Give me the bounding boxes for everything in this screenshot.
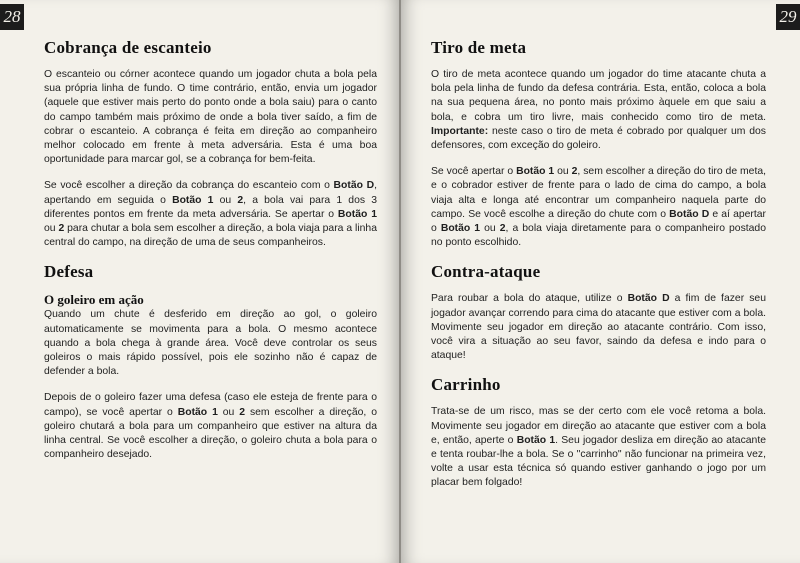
body-paragraph [44, 68, 377, 167]
section-heading: Defesa [44, 262, 94, 282]
text-run: neste caso o tiro de meta é cobrado por qualquer um dos defensores, com exceção do goleiro. [431, 125, 766, 152]
bold-term: 2 [499, 223, 506, 235]
text-run: Se você apertar o [431, 166, 517, 178]
right-page-content [431, 38, 766, 503]
text-run: Se você escolher a direção da cobrança do escanteio com o [44, 180, 334, 192]
section-heading: Tiro de meta [431, 38, 527, 57]
body-paragraph [44, 179, 377, 250]
text-run: Depois de o goleiro fazer uma defesa (caso ele esteja de frente para o campo), se você apertar o [44, 392, 377, 418]
text-run: ou [554, 166, 572, 178]
text-run: sem escolher a direção, o goleiro chutará a bola para um companheiro que estiver na altura da linha central. Se você escolher a direção, o goleiro chuta a bola para o companheiro desejado. [44, 406, 378, 461]
bold-term: 2 [237, 194, 244, 206]
left-page-content [44, 38, 377, 474]
section-subheading: O goleiro em ação [44, 292, 144, 308]
section-defesa [44, 262, 377, 462]
bold-term: Botão D [333, 180, 375, 192]
text-run: , sem escolher a direção do tiro de meta, e o cobrador estiver de frente para o lado de cima do campo, a bola viaja alta e longa até encontrar um companheiro naquela parte do campo. Se você escolhe a direção do chute com o [431, 166, 767, 220]
text-run: , a bola viaja diretamente para o companheiro postado no ponto escolhido. [431, 223, 766, 249]
body-paragraph [44, 391, 377, 462]
text-run: , apertando em seguida o [44, 180, 377, 206]
bold-term: Botão 1 [440, 223, 481, 235]
bold-term: Botão 1 [516, 434, 556, 446]
text-run: Quando um chute é desferido em direção ao gol, o goleiro automaticamente se movimenta para a bola. O mesmo acontece quando a bola chega à grande área. Você deve controlar os seus goleiros o mais rápido possível, pois ele sozinho não é capaz de defender a bola. [44, 309, 377, 378]
section-heading: Cobrança de escanteio [44, 38, 212, 57]
page-number: 29 [776, 4, 800, 30]
text-run: O escanteio ou córner acontece quando um jogador chuta a bola pela sua própria linha de fundo. O time contrário, então, envia um jogador (aquele que estiver mais perto do ponto onde a bola saiu) para o canto do campo também mais próximo de onde a bola tiver saído, a fim de cobrar o escanteio. A cobrança é feita em direção ao companheiro melhor colocado em frente à meta adversária. Esta é uma boa oportunidade para marcar gol, se a cobrança for bem-feita. [44, 69, 377, 166]
body-paragraph [431, 165, 766, 250]
text-run: ou [44, 223, 59, 235]
bold-term: Botão 1 [516, 166, 555, 178]
text-run: para chutar a bola sem escolher a direção, a bola viaja para a linha central do campo, na direção de uma de seus companheiros. [44, 223, 377, 249]
body-paragraph [44, 308, 377, 379]
body-paragraph [431, 68, 766, 153]
section-tiro-de-meta [431, 38, 766, 250]
section-carrinho [431, 375, 766, 490]
section-heading: Carrinho [431, 375, 501, 395]
text-run: , a bola vai para 1 dos 3 diferentes pontos em frente da meta adversária. Se apertar o [44, 194, 377, 220]
bold-term: Importante: [431, 125, 489, 137]
body-paragraph [431, 292, 766, 363]
right-page [401, 0, 800, 563]
page-number: 28 [0, 4, 24, 30]
bold-term: Botão 1 [177, 406, 218, 418]
text-run: Trata-se de um risco, mas se der certo com ele você retoma a bola. Movimente seu jogador em direção ao atacante que estiver com a bola e, então, aperte o [431, 406, 766, 446]
bold-term: Botão D [627, 293, 670, 305]
bold-term: Botão D [669, 208, 710, 220]
text-run: O tiro de meta acontece quando um jogador do time atacante chuta a bola pela linha de fundo da defesa contrária. Esta, então, coloca a bola na sua pequena área, no ponto mais próximo àquele em que saiu a bola, e cobra um tiro livre, mais conhecido como tiro de meta. [431, 69, 766, 123]
text-run: Para roubar a bola do ataque, utilize o [431, 293, 628, 305]
section-cobranca-de-escanteio [44, 38, 377, 250]
body-paragraph [431, 405, 766, 490]
section-contra-ataque [431, 262, 766, 363]
bold-term: 2 [571, 166, 578, 178]
text-run: . Seu jogador desliza em direção ao atacante e tenta roubar-lhe a bola. Se o "carrinho" não funcionar na primeira vez, volte a usar esta técnica só quando estiver ganhando o jogo por um placar bem folgado! [431, 434, 766, 489]
bold-term: 2 [239, 406, 246, 418]
left-page [0, 0, 399, 563]
bold-term: Botão 1 [337, 208, 377, 220]
section-heading: Contra-ataque [431, 262, 541, 282]
text-run: a fim de fazer seu jogador avançar correndo para cima do atacante que estiver com a bola. Movimente seu jogador em direção ao atacante contrário. Com isso, você vira a situação ao seu favor, saindo da defesa e indo para o ataque! [431, 293, 766, 362]
text-run: ou [217, 406, 240, 418]
text-run: ou [480, 223, 500, 235]
text-run: ou [213, 194, 238, 206]
bold-term: 2 [58, 223, 65, 235]
bold-term: Botão 1 [172, 194, 214, 206]
text-run: e aí apertar o [431, 208, 766, 235]
